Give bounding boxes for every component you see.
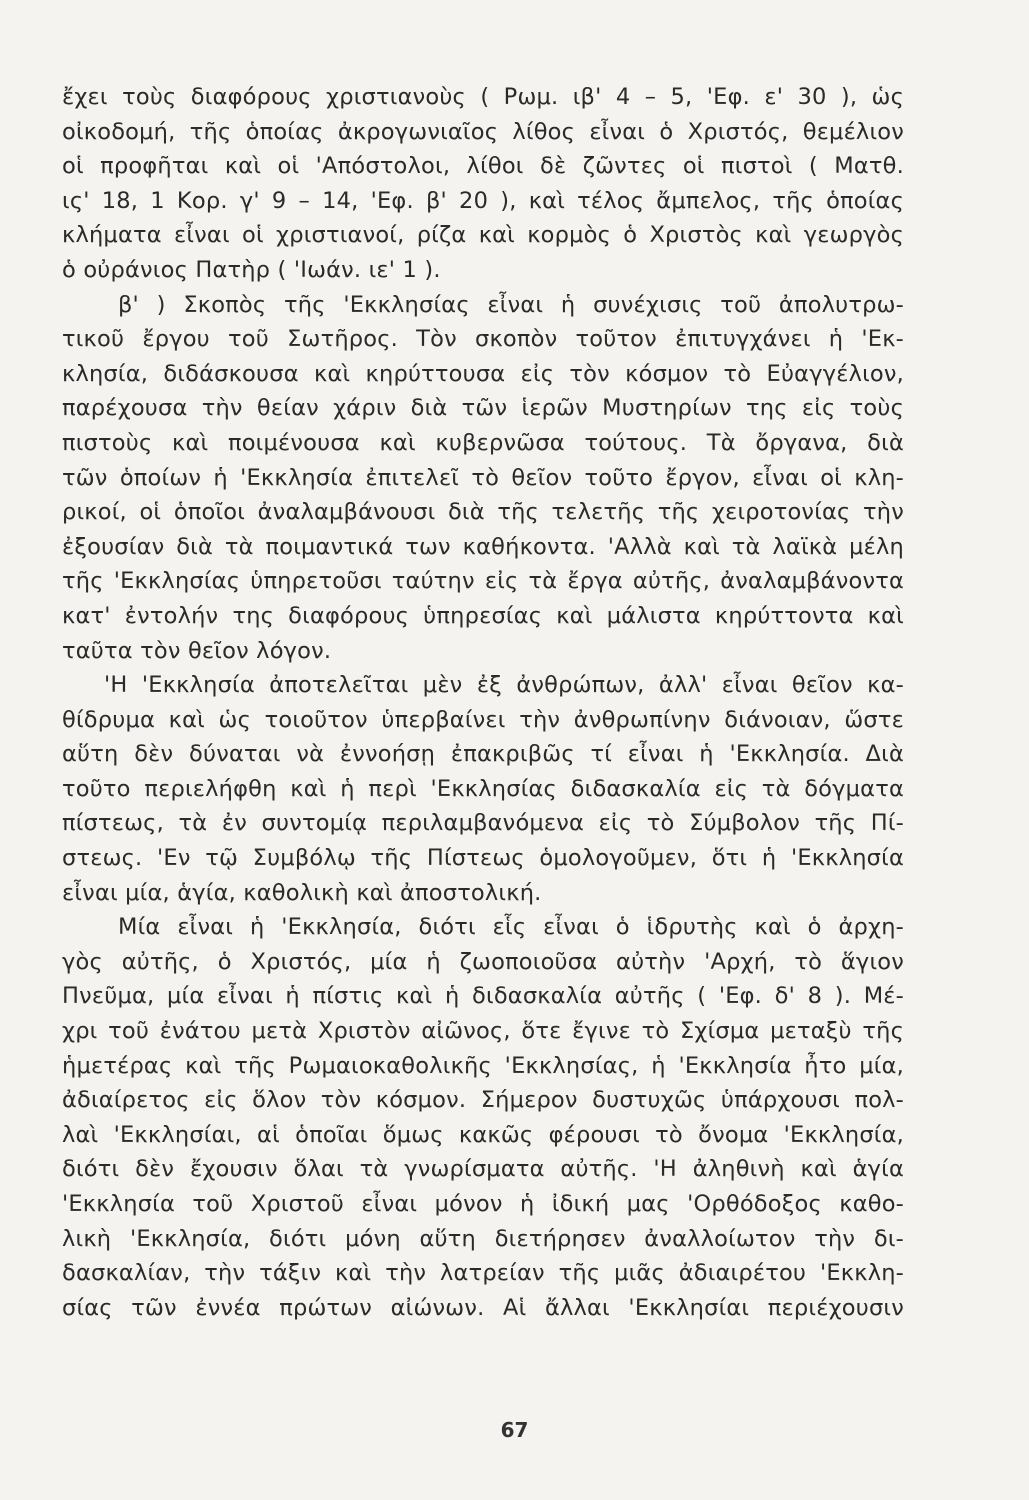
page-number: 67 — [500, 1418, 529, 1442]
text-line: τῆς 'Εκκλησίας ὑπηρετοῦσι ταύτην εἰς τὰ ἔργα αὐτῆς, ἀναλαμβάνοντα — [62, 568, 904, 595]
text-line: ἡμετέρας καὶ τῆς Ρωμαιοκαθολικῆς 'Εκκλησίας, ἡ 'Εκκλησία ἦτο μία, — [62, 1052, 904, 1079]
text-line: ἀδιαίρετος εἰς ὅλον τὸν κόσμον. Σήμερον δυστυχῶς ὑπάρχουσι πολ- — [62, 1087, 904, 1114]
text-line: οἱ προφῆται καὶ οἱ 'Απόστολοι, λίθοι δὲ ζῶντες οἱ πιστοὶ ( Ματθ. — [62, 153, 904, 180]
text-line: γὸς αὐτῆς, ὁ Χριστός, μία ἡ ζωοποιοῦσα αὐτὴν 'Αρχή, τὸ ἅγιον — [62, 948, 904, 975]
text-line: τοῦτο περιελήφθη καὶ ἡ περὶ 'Εκκλησίας διδασκαλία εἰς τὰ δόγματα — [62, 775, 904, 802]
body-text — [62, 80, 904, 1325]
text-line: πιστοὺς καὶ ποιμένουσα καὶ κυβερνῶσα τούτους. Τὰ ὄργανα, διὰ — [62, 429, 904, 456]
text-line: παρέχουσα τὴν θείαν χάριν διὰ τῶν ἱερῶν Μυστηρίων της εἰς τοὺς — [62, 395, 904, 422]
text-line: εἶναι μία, ἁγία, καθολικὴ καὶ ἀποστολική. — [62, 879, 542, 906]
text-line: χρι τοῦ ἐνάτου μετὰ Χριστὸν αἰῶνος, ὅτε ἔγινε τὸ Σχίσμα μεταξὺ τῆς — [62, 1018, 904, 1045]
text-line: στεως. 'Εν τῷ Συμβόλῳ τῆς Πίστεως ὁμολογοῦμεν, ὅτι ἡ 'Εκκλησία — [62, 845, 904, 872]
text-line: δασκαλίαν, τὴν τάξιν καὶ τὴν λατρείαν τῆς μιᾶς ἀδιαιρέτου 'Εκκλη- — [62, 1260, 904, 1287]
text-line: ις' 18, 1 Κορ. γ' 9 – 14, 'Εφ. β' 20 ), καὶ τέλος ἄμπελος, τῆς ὁποίας — [62, 187, 904, 214]
text-line: ταῦτα τὸν θεῖον λόγον. — [62, 637, 332, 664]
text-line: διότι δὲν ἔχουσιν ὅλαι τὰ γνωρίσματα αὐτῆς. 'Η ἀληθινὴ καὶ ἁγία — [62, 1156, 904, 1183]
text-line: 'Εκκλησία τοῦ Χριστοῦ εἶναι μόνον ἡ ἰδική μας 'Ορθόδοξος καθο- — [62, 1191, 904, 1217]
text-line: λικὴ 'Εκκλησία, διότι μόνη αὕτη διετήρησεν ἀναλλοίωτον τὴν δι- — [62, 1225, 904, 1252]
text-line: 'Η 'Εκκλησία ἀποτελεῖται μὲν ἐξ ἀνθρώπων, ἀλλ' εἶναι θεῖον κα- — [104, 672, 904, 699]
text-line: ὁ οὐράνιος Πατὴρ ( 'Ιωάν. ιε' 1 ). — [62, 256, 441, 283]
text-line: θίδρυμα καὶ ὡς τοιοῦτον ὑπερβαίνει τὴν ἀνθρωπίνην διάνοιαν, ὥστε — [62, 706, 904, 733]
text-line: τικοῦ ἔργου τοῦ Σωτῆρος. Τὸν σκοπὸν τοῦτον ἐπιτυγχάνει ἡ 'Εκ- — [62, 326, 904, 353]
text-line: ἐξουσίαν διὰ τὰ ποιμαντικά των καθήκοντα. 'Αλλὰ καὶ τὰ λαϊκὰ μέλη — [62, 533, 904, 560]
text-line: σίας τῶν ἐννέα πρώτων αἰώνων. Αἱ ἄλλαι 'Εκκλησίαι περιέχουσιν — [62, 1294, 904, 1321]
text-line: ἔχει τοὺς διαφόρους χριστιανοὺς ( Ρωμ. ιβ' 4 – 5, 'Εφ. ε' 30 ), ὡς — [62, 84, 904, 110]
text-line: Πνεῦμα, μία εἶναι ἡ πίστις καὶ ἡ διδασκαλία αὐτῆς ( 'Εφ. δ' 8 ). Μέ- — [62, 983, 904, 1010]
text-line: κατ' ἐντολήν της διαφόρους ὑπηρεσίας καὶ μάλιστα κηρύττοντα καὶ — [62, 602, 904, 629]
text-line: β' ) Σκοπὸς τῆς 'Εκκλησίας εἶναι ἡ συνέχισις τοῦ ἀπολυτρω- — [118, 291, 904, 318]
text-line: αὕτη δὲν δύναται νὰ ἐννοήσῃ ἐπακριβῶς τί εἶναι ἡ 'Εκκλησία. Διὰ — [62, 741, 904, 768]
text-line: ρικοί, οἱ ὁποῖοι ἀναλαμβάνουσι διὰ τῆς τελετῆς τῆς χειροτονίας τὴν — [62, 499, 904, 526]
text-line: κλήματα εἶναι οἱ χριστιανοί, ρίζα καὶ κορμὸς ὁ Χριστὸς καὶ γεωργὸς — [62, 222, 904, 249]
text-line: τῶν ὁποίων ἡ 'Εκκλησία ἐπιτελεῖ τὸ θεῖον τοῦτο ἔργον, εἶναι οἱ κλη- — [62, 464, 904, 491]
text-line: Μία εἶναι ἡ 'Εκκλησία, διότι εἷς εἶναι ὁ ἱδρυτὴς καὶ ὁ ἀρχη- — [118, 914, 904, 941]
text-line: κλησία, διδάσκουσα καὶ κηρύττουσα εἰς τὸν κόσμον τὸ Εὐαγγέλιον, — [62, 360, 904, 387]
text-line: πίστεως, τὰ ἐν συντομίᾳ περιλαμβανόμενα εἰς τὸ Σύμβολον τῆς Πί- — [62, 810, 904, 837]
text-line: λαὶ 'Εκκλησίαι, αἱ ὁποῖαι ὅμως κακῶς φέρουσι τὸ ὄνομα 'Εκκλησία, — [62, 1121, 904, 1148]
text-line: οἰκοδομή, τῆς ὁποίας ἀκρογωνιαῖος λίθος εἶναι ὁ Χριστός, θεμέλιον — [62, 118, 904, 145]
